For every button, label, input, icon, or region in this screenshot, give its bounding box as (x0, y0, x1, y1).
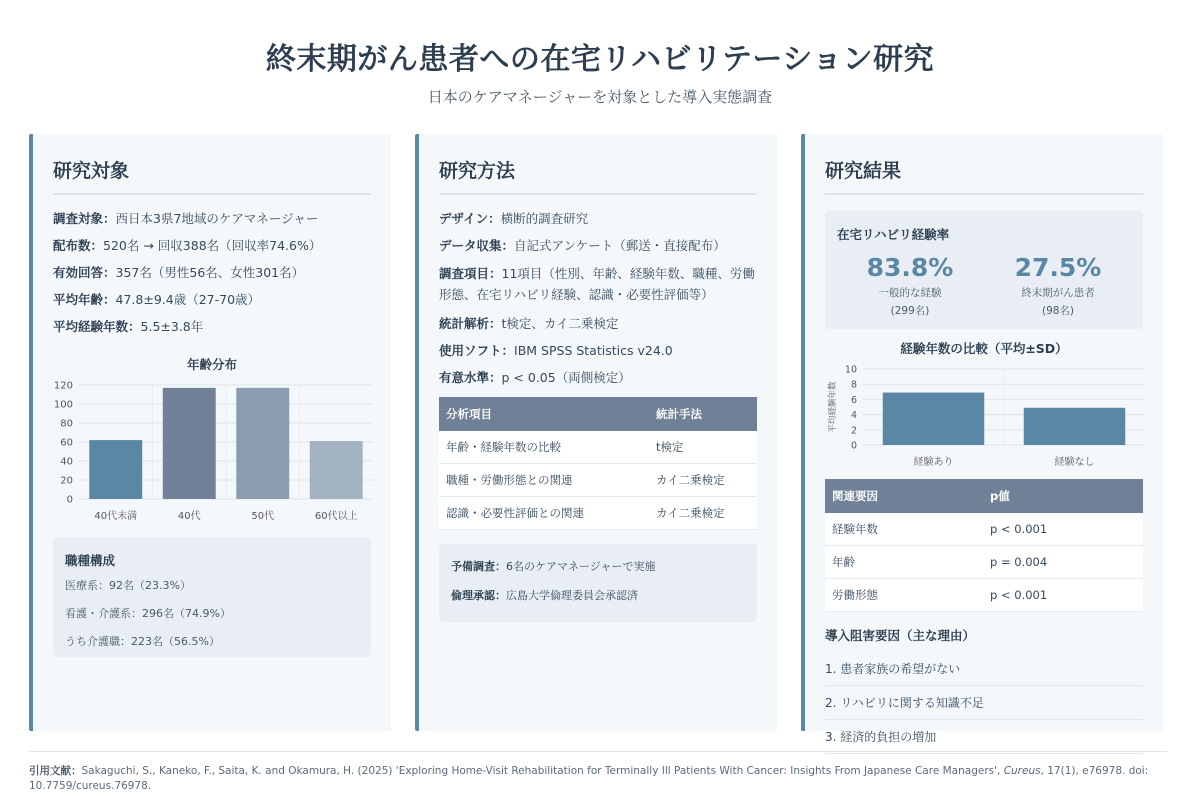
barrier-item: 1. 患者家族の希望がない (825, 652, 1143, 686)
x-tick-label: 40代 (177, 511, 201, 522)
y-tick-label: 20 (60, 475, 73, 487)
method-line: 使用ソフト：IBM SPSS Statistics v24.0 (439, 343, 673, 358)
stat-value: 83.8% (866, 253, 954, 282)
table-cell: 認識・必要性評価との関連 (439, 497, 649, 530)
bar (310, 441, 363, 499)
barrier-item: 3. 経済的負担の増加 (825, 720, 1143, 754)
y-tick-label: 0 (66, 494, 73, 506)
table-row (439, 497, 757, 530)
y-tick-label: 100 (53, 399, 73, 411)
table-cell: カイ二乗検定 (649, 497, 757, 530)
x-tick-label: 経験なし (1054, 457, 1095, 468)
table-header: p値 (983, 479, 1143, 513)
table-cell: p = 0.004 (983, 546, 1143, 579)
y-tick-label: 2 (850, 425, 857, 437)
method-line: 調査項目：11項目（性別、年齢、経験年数、職種、労働形態、在宅リハビリ経験、認識・必要性評価等） (439, 266, 755, 302)
notes-box (439, 544, 757, 622)
experience-rate-box (825, 211, 1143, 329)
method-line: 有意水準：p < 0.05（両側検定） (439, 370, 631, 385)
table-cell: p < 0.001 (983, 513, 1143, 546)
citation: 引用文献：Sakaguchi, S., Kaneko, F., Saita, K. and Okamura, H. (2025) 'Exploring Home-Visit Rehabilitation for Terminally Ill Patients With Cancer: Insights From Japanese Care Managers', Cureus, 17(1), e76978. doi: 10.7759/cureus.76978. (29, 765, 1149, 792)
subject-line: 平均年齢：47.8±9.4歳（27-70歳） (53, 292, 261, 307)
subject-line: 平均経験年数：5.5±3.8年 (53, 319, 204, 334)
analysis-table (439, 397, 757, 530)
table-header-row (825, 479, 1143, 513)
subject-line: 配布数：520名 → 回収388名（回収率74.6%） (53, 238, 322, 253)
bar (89, 440, 142, 499)
results-heading: 研究結果 (825, 156, 1143, 195)
subjects-heading: 研究対象 (53, 156, 371, 195)
rate-title: 在宅リハビリ経験率 (837, 227, 950, 242)
table-cell: 労働形態 (825, 579, 983, 612)
table-cell: 職種・労働形態との関連 (439, 464, 649, 497)
journal-name: Cureus (1003, 765, 1041, 777)
methods-heading: 研究方法 (439, 156, 757, 195)
x-tick-label: 50代 (251, 511, 275, 522)
bar (883, 393, 985, 445)
table-cell: 経験年数 (825, 513, 983, 546)
barriers-title: 導入阻害要因（主な理由） (825, 628, 976, 643)
stat-count: (98名) (1041, 305, 1075, 317)
footer-divider (29, 751, 1167, 752)
bar (1024, 408, 1126, 445)
age-distribution-chart (53, 375, 375, 525)
x-tick-label: 経験あり (913, 457, 954, 468)
results-panel (801, 134, 1163, 744)
occupation-line: 医療系：92名（23.3%） (65, 579, 191, 592)
subject-line: 調査対象：西日本3県7地域のケアマネージャー (53, 211, 319, 226)
table-cell: カイ二乗検定 (649, 464, 757, 497)
barrier-item: 2. リハビリに関する知識不足 (825, 686, 1143, 720)
note-line: 倫理承認：広島大学倫理委員会承認済 (451, 589, 638, 602)
factors-table (825, 479, 1143, 612)
bar (163, 388, 216, 499)
page-title: 終末期がん患者への在宅リハビリテーション研究 (265, 42, 935, 77)
x-tick-label: 60代以上 (314, 511, 358, 522)
table-row (825, 513, 1143, 546)
y-tick-label: 40 (60, 456, 73, 468)
occupation-box (53, 537, 371, 657)
stat-count: (299名) (890, 305, 930, 317)
y-tick-label: 6 (850, 394, 857, 406)
y-tick-label: 60 (60, 437, 73, 449)
table-cell: p < 0.001 (983, 579, 1143, 612)
stat-terminal (983, 253, 1133, 318)
table-cell: t検定 (649, 431, 757, 464)
table-header: 統計手法 (649, 397, 757, 431)
table-header: 分析項目 (439, 397, 649, 431)
table-row (439, 431, 757, 464)
table-header-row (439, 397, 757, 431)
method-line: データ収集：自記式アンケート（郵送・直接配布） (439, 238, 726, 253)
bar (236, 388, 289, 499)
y-tick-label: 120 (53, 380, 73, 392)
stat-general (835, 253, 985, 318)
stat-label: 一般的な経験 (878, 287, 942, 299)
y-tick-label: 4 (850, 410, 857, 422)
method-line: デザイン：横断的調査研究 (439, 211, 589, 226)
x-tick-label: 40代未満 (94, 511, 138, 522)
table-row (439, 464, 757, 497)
y-axis-label: 平均経験年数 (828, 381, 838, 433)
table-header: 関連要因 (825, 479, 983, 513)
y-tick-label: 0 (850, 440, 857, 452)
age-chart-title: 年齢分布 (186, 357, 237, 372)
occupation-line: うち介護職：223名（56.5%） (65, 635, 220, 648)
table-row (825, 546, 1143, 579)
occupation-line: 看護・介護系：296名（74.9%） (65, 607, 231, 620)
experience-years-chart (825, 359, 1147, 469)
occupation-title: 職種構成 (65, 553, 116, 568)
table-row (825, 579, 1143, 612)
table-cell: 年齢 (825, 546, 983, 579)
experience-chart-title: 経験年数の比較（平均±SD） (900, 341, 1068, 356)
subjects-panel (29, 134, 391, 731)
note-line: 予備調査：6名のケアマネージャーで実施 (451, 560, 656, 573)
table-cell: 年齢・経験年数の比較 (439, 431, 649, 464)
methods-panel (415, 134, 777, 731)
y-tick-label: 10 (844, 364, 857, 376)
y-tick-label: 80 (60, 418, 73, 430)
page-subtitle: 日本のケアマネージャーを対象とした導入実態調査 (427, 88, 773, 106)
method-line: 統計解析：t検定、カイ二乗検定 (439, 316, 619, 331)
y-tick-label: 8 (850, 379, 857, 391)
stat-value: 27.5% (1014, 253, 1102, 282)
stat-label: 終末期がん患者 (1021, 287, 1095, 299)
subject-line: 有効回答：357名（男性56名、女性301名） (53, 265, 305, 280)
